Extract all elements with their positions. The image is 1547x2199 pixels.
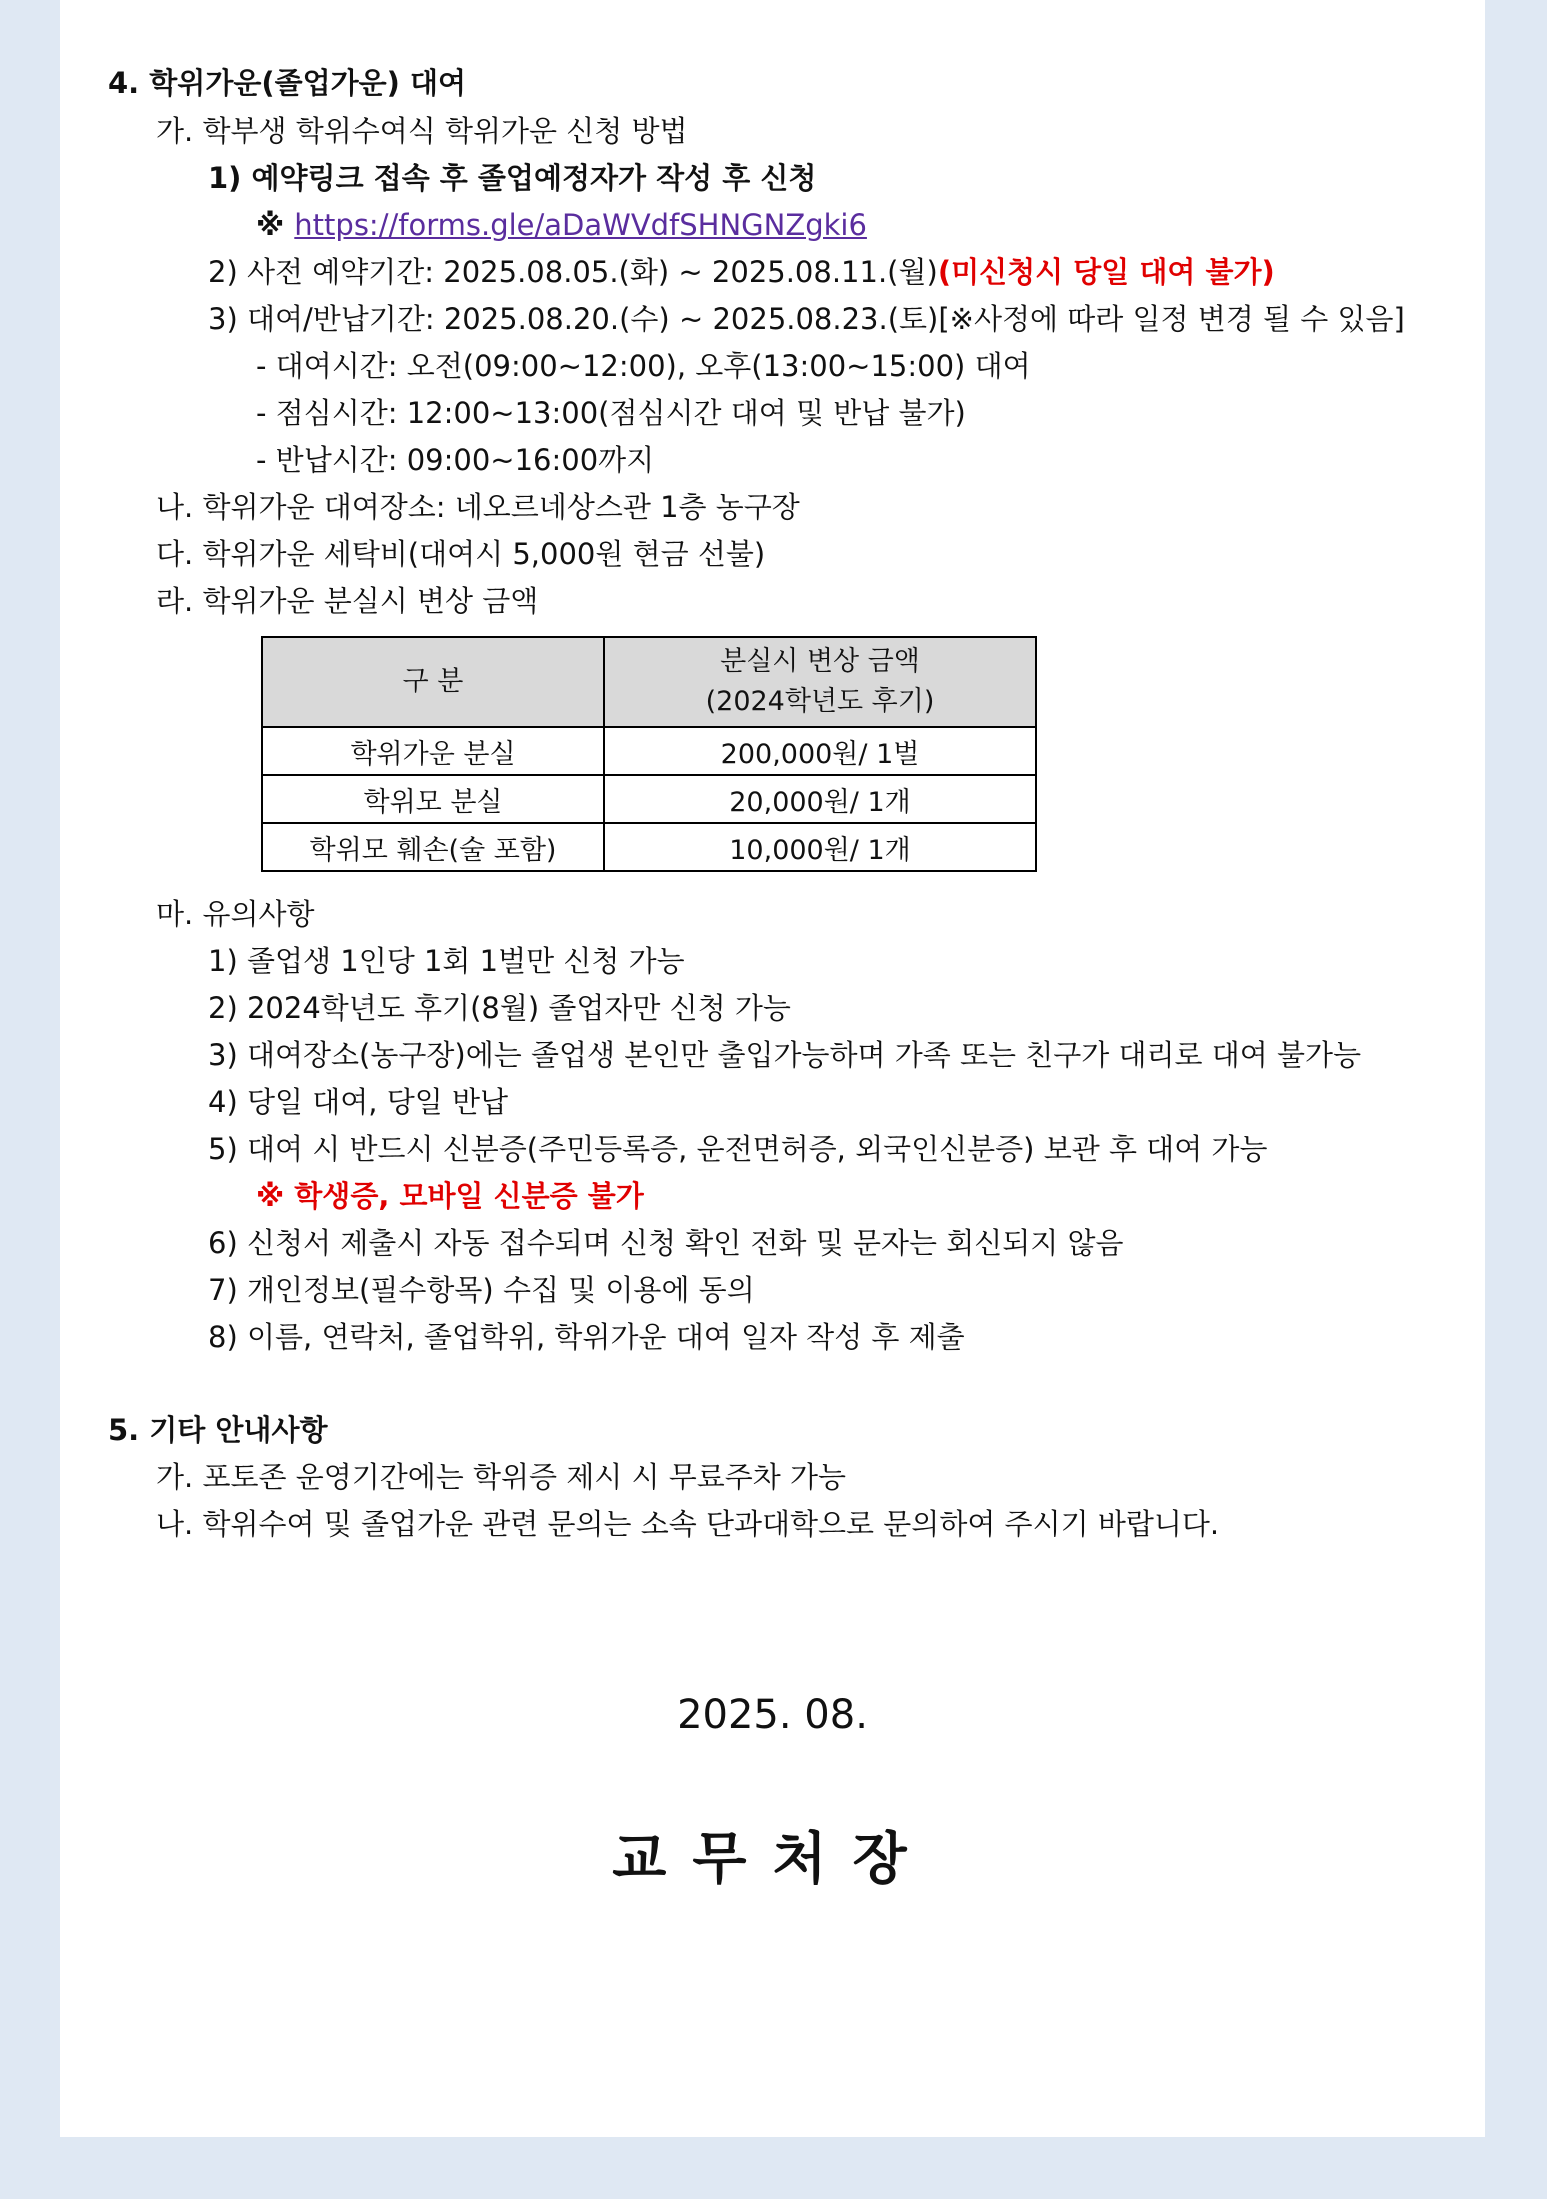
section5-na: 나. 학위수여 및 졸업가운 관련 문의는 소속 단과대학으로 문의하여 주시기 바랍니다. [156, 1507, 1220, 1541]
issuing-office: 교무처장 [612, 1827, 933, 1892]
header-amount-line2: (2024학년도 후기) [705, 686, 935, 717]
section4-heading: 4. 학위가운(졸업가운) 대여 [108, 66, 467, 100]
table-row [262, 727, 1036, 775]
return-time: - 반납시간: 09:00~16:00까지 [256, 443, 655, 477]
reference-mark: ※ [256, 208, 295, 242]
issue-date: 2025. 08. [677, 1692, 868, 1738]
item2-warning: (미신청시 당일 대여 불가) [937, 255, 1275, 289]
section4-item1: 1) 예약링크 접속 후 졸업예정자가 작성 후 신청 [208, 161, 817, 195]
note-item: 2) 2024학년도 후기(8월) 졸업자만 신청 가능 [208, 991, 791, 1025]
section4-ga: 가. 학부생 학위수여식 학위가운 신청 방법 [156, 114, 688, 148]
note-item: 5) 대여 시 반드시 신분증(주민등록증, 운전면허증, 외국인신분증) 보관 후 대여 가능 [208, 1132, 1268, 1166]
note-item: 1) 졸업생 1인당 1회 1벌만 신청 가능 [208, 944, 685, 978]
row-item: 학위모 분실 [262, 775, 604, 823]
table-row [262, 775, 1036, 823]
table-row [262, 823, 1036, 871]
item2-text: 2) 사전 예약기간: 2025.08.05.(화) ~ 2025.08.11.(월) [208, 255, 938, 289]
id-warning: ※ 학생증, 모바일 신분증 불가 [256, 1179, 644, 1213]
note-item: 3) 대여장소(농구장)에는 졸업생 본인만 출입가능하며 가족 또는 친구가 대리로 대여 불가능 [208, 1038, 1362, 1072]
section5-heading: 5. 기타 안내사항 [108, 1413, 328, 1447]
row-amount: 10,000원/ 1개 [604, 823, 1036, 871]
row-item: 학위모 훼손(술 포함) [262, 823, 604, 871]
header-category: 구 분 [262, 637, 604, 727]
note-item: 8) 이름, 연락처, 졸업학위, 학위가운 대여 일자 작성 후 제출 [208, 1320, 965, 1354]
rental-time: - 대여시간: 오전(09:00~12:00), 오후(13:00~15:00) 대여 [256, 349, 1031, 383]
note-item: 6) 신청서 제출시 자동 접수되며 신청 확인 전화 및 문자는 회신되지 않음 [208, 1226, 1124, 1260]
row-item: 학위가운 분실 [262, 727, 604, 775]
section4-ra: 라. 학위가운 분실시 변상 금액 [156, 584, 539, 618]
section4-item3: 3) 대여/반납기간: 2025.08.20.(수) ~ 2025.08.23.(토)[※사정에 따라 일정 변경 될 수 있음] [208, 302, 1405, 336]
section4-item2 [208, 252, 1275, 292]
note-item: 7) 개인정보(필수항목) 수집 및 이용에 동의 [208, 1273, 755, 1307]
section4-na: 나. 학위가운 대여장소: 네오르네상스관 1층 농구장 [156, 490, 800, 524]
note-item: 4) 당일 대여, 당일 반납 [208, 1085, 508, 1119]
loss-fee-table [261, 636, 1037, 872]
row-amount: 20,000원/ 1개 [604, 775, 1036, 823]
section5-ga: 가. 포토존 운영기간에는 학위증 제시 시 무료주차 가능 [156, 1460, 847, 1494]
section4-da: 다. 학위가운 세탁비(대여시 5,000원 현금 선불) [156, 537, 766, 571]
reservation-link[interactable]: https://forms.gle/aDaWVdfSHNGNZgki6 [294, 208, 867, 242]
link-line [256, 205, 867, 245]
section4-ma: 마. 유의사항 [156, 897, 315, 931]
table-header-row [262, 637, 1036, 727]
lunch-time: - 점심시간: 12:00~13:00(점심시간 대여 및 반납 불가) [256, 396, 966, 430]
header-amount-line1: 분실시 변상 금액 [720, 646, 920, 677]
document-page [60, 0, 1485, 2137]
row-amount: 200,000원/ 1벌 [604, 727, 1036, 775]
header-amount [604, 637, 1036, 727]
